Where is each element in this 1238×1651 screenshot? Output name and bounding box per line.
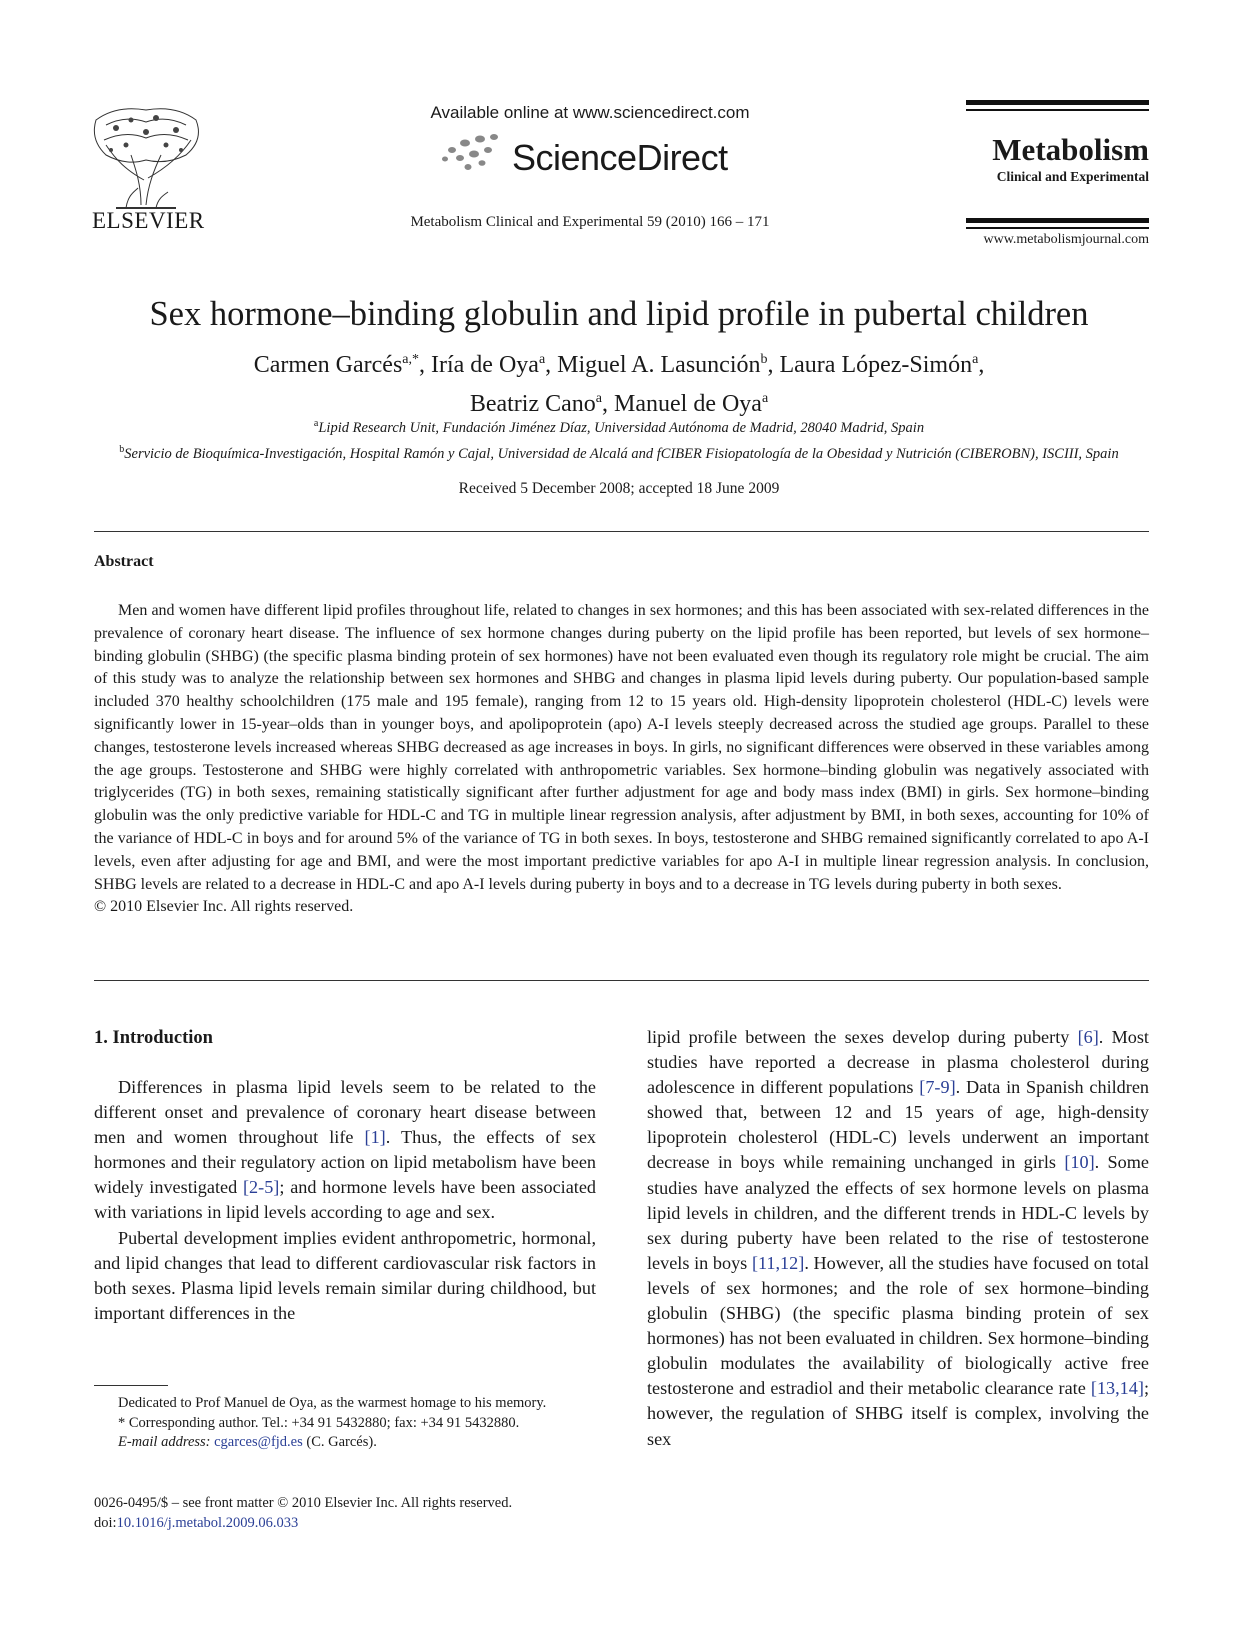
author-line: Carmen Garcés$^{a,*}$, Iría de Oya$^a$, Miguel A. Lasunción$^b$, Laura López-Simón$^a$, [253,352,985,378]
paragraph: Pubertal development implies evident anthropometric, hormonal, and lipid changes that lead to different cardiovascular risk factors in both sexes. Plasma lipid levels remain similar during childhood, but important differences in the [94,1227,596,1323]
issn-line: 0026-0495/$ – see front matter © 2010 Elsevier Inc. All rights reserved. [94,1495,513,1511]
citation-link[interactable]: [7-9] [919,1077,956,1098]
doi-line: doi:10.1016/j.metabol.2009.06.033 [94,1514,299,1531]
right-column [647,1025,1149,1452]
citation-link[interactable]: [13,14] [1090,1378,1144,1399]
paragraph: lipid profile between the sexes develop during puberty [6]. Most studies have reported a decrease in plasma cholesterol during adolescence in different populations [7-9]. Data in Spanish children showed that, between 12 and 15 years of age, high-density lipoprotein cholesterol (HDL-C) levels underwent an important decrease in boys while remaining unchanged in girls [10]. Some studies have analyzed the effects of sex hormone levels on plasma lipid levels in children, and the different trends in HDL-C levels by sex during puberty have been related to the rise of testosterone levels in boys [11,12]. However, all the studies have focused on total levels of sex hormones; and the role of sex hormone–binding globulin (SHBG) (the specific plasma binding protein of sex hormones) has not been evaluated in children. Sex hormone–binding globulin modulates the availability of biologically active free testosterone and estradiol and their metabolic clearance rate [13,14]; however, the regulation of SHBG itself is complex, involving the sex [647,1027,1149,1449]
footnote-email: E-mail address: cgarces@fjd.es (C. Garcés). [118,1434,377,1450]
paragraph: Differences in plasma lipid levels seem to be related to the different onset and prevalence of coronary heart disease between men and women throughout life [1]. Thus, the effects of sex hormones and their regulatory action on lipid metabolism have been widely investigated [2-5]; and hormone levels have been associated with variations in lipid levels according to age and sex. [94,1077,596,1223]
journal-website[interactable]: www.metabolismjournal.com [983,232,1149,247]
available-online[interactable]: Available online at www.sciencedirect.com [430,103,750,122]
journal-citation: Metabolism Clinical and Experimental 59 (2010) 166 – 171 [410,214,770,230]
journal-rule [966,227,1149,229]
journal-rule [966,109,1149,111]
divider [94,531,1149,532]
email-link[interactable]: cgarces@fjd.es [214,1434,303,1450]
citation-link[interactable]: [2-5] [243,1177,280,1198]
sciencedirect-wordmark[interactable]: ScienceDirect [512,137,728,178]
footnote-dedication: Dedicated to Prof Manuel de Oya, as the warmest homage to his memory. [118,1395,547,1411]
affiliation-b: $^b$Servicio de Bioquímica-Investigación, Hospital Ramón y Cajal, Universidad de Alcalá and fCIBER Fisiopatología de la Obesidad y Nutrición (CIBEROBN), ISCIII, Spain [119,443,1119,462]
section-heading: 1. Introduction [94,1028,213,1048]
abstract-body [94,600,1149,919]
journal-rule [966,100,1149,105]
article-title: Sex hormone–binding globulin and lipid profile in pubertal children [149,295,1089,333]
received-dates: Received 5 December 2008; accepted 18 June 2009 [458,480,780,497]
affiliation-a: $^a$Lipid Research Unit, Fundación Jiménez Díaz, Universidad Autónoma de Madrid, 28040 Madrid, Spain [313,418,925,436]
publisher-name: ELSEVIER [92,208,205,233]
author-list [60,343,1178,421]
journal-rule [966,218,1149,223]
abstract-text: Men and women have different lipid profiles throughout life, related to changes in sex hormones; and this has been associated with sex-related differences in the prevalence of coronary heart disease. The influence of sex hormone changes during puberty on the lipid profile has been reported, but levels of sex hormone–binding globulin (SHBG) (the specific plasma binding protein of sex hormones) have not been evaluated even though its regulatory role might be crucial. The aim of this study was to analyze the relationship between sex hormones and SHBG and changes in plasma lipid levels during puberty. Our population-based sample included 370 healthy schoolchildren (175 male and 195 female), ranging from 12 to 15 years old. High-density lipoprotein cholesterol (HDL-C) levels were significantly lower in 15-year–olds than in younger boys, and apolipoprotein (apo) A-I levels steeply decreased across the studied age groups. Parallel to these changes, testosterone levels increased whereas SHBG decreased as age increases in boys. In girls, no significant differences were observed in these variables among the age groups. Testosterone and SHBG were highly correlated with anthropometric variables. Sex hormone–binding globulin was negatively associated with triglycerides (TG) in both sexes, remaining statistically significant after further adjustment for age and body mass index (BMI) in girls. Sex hormone–binding globulin was the only predictive variable for HDL-C and TG in multiple linear regression analysis, after adjustment by BMI, in both sexes, accounting for 10% of the variance of HDL-C in boys and for around 5% of the variance of TG in both sexes. In boys, testosterone and SHBG remained significantly correlated to apo A-I levels, even after adjusting for age and BMI, and were the most important predictive variables for apo A-I in multiple linear regression analysis. In conclusion, SHBG levels are related to a decrease in HDL-C and apo A-I levels during puberty in boys and to a decrease in TG levels during puberty in both sexes. [94,602,1149,893]
abstract-copyright: © 2010 Elsevier Inc. All rights reserved. [94,898,354,916]
abstract-heading: Abstract [94,553,154,570]
doi-link[interactable]: 10.1016/j.metabol.2009.06.033 [116,1514,299,1531]
citation-link[interactable]: [10] [1064,1152,1095,1173]
citation-link[interactable]: [6] [1077,1027,1099,1047]
citation-link[interactable]: [1] [364,1127,386,1148]
footnote-corresponding: * Corresponding author. Tel.: +34 91 5432880; fax: +34 91 5432880. [118,1414,520,1431]
divider [94,980,1149,981]
footnotes [94,1394,596,1453]
footnote-rule [94,1385,168,1386]
journal-name: Metabolism [992,132,1149,167]
journal-subtitle: Clinical and Experimental [996,169,1149,184]
affiliations [80,413,1158,465]
citation-link[interactable]: [11,12] [751,1252,805,1273]
left-column [94,1075,596,1326]
author-line: Beatriz Cano$^a$, Manuel de Oya$^a$ [469,391,769,417]
front-matter [94,1494,596,1533]
